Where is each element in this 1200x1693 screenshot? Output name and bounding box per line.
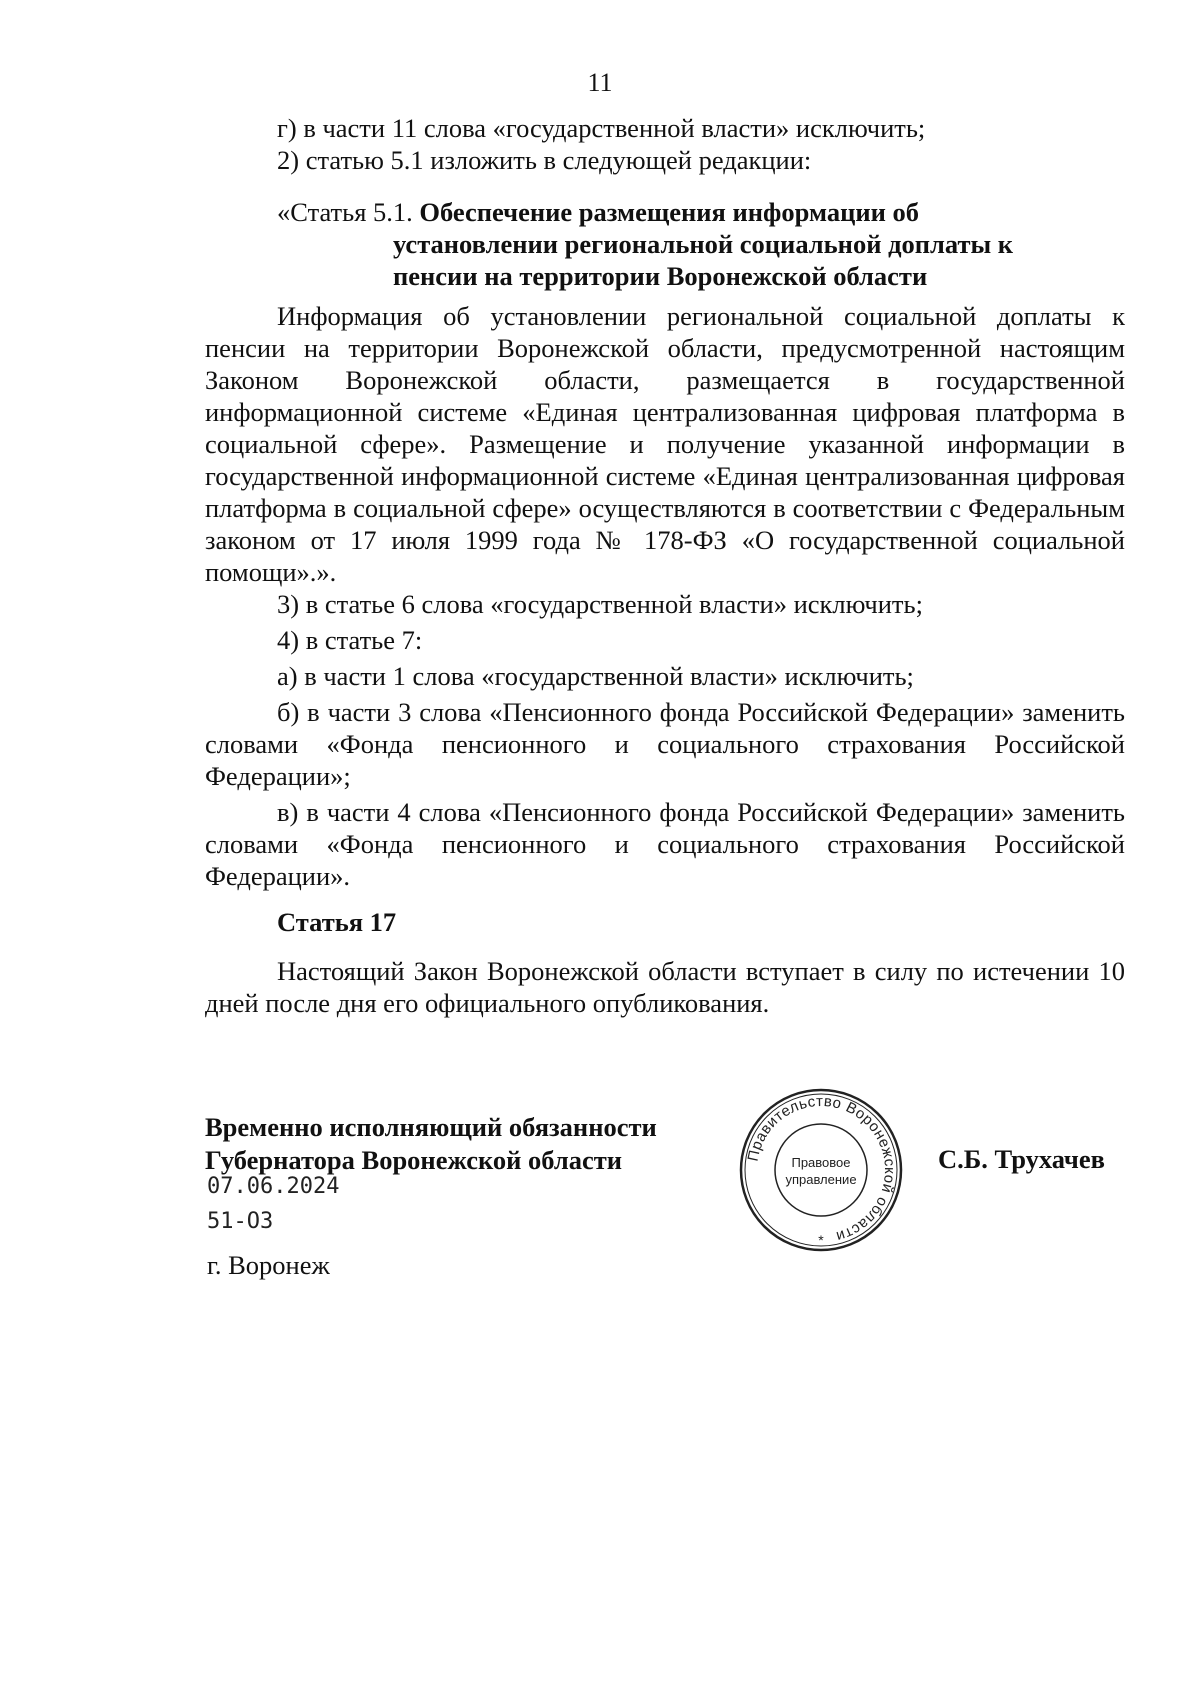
law-number: 51-ОЗ <box>207 1209 274 1234</box>
signatory-position-line2: Губернатора Воронежской области <box>205 1145 623 1175</box>
signatory-position-line1: Временно исполняющий обязанности <box>205 1112 657 1142</box>
amendment-4a: а) в части 1 слова «государственной власти» исключить; <box>277 661 914 691</box>
article-17-heading: Статья 17 <box>277 907 397 937</box>
article-5-1-title-line1: Обеспечение размещения информации об <box>419 197 920 227</box>
amendment-4v: в) в части 4 слова «Пенсионного фонда Российской Федерации» заменить словами «Фонда пенсионного и социального страхования Российской Федерации». <box>205 797 1125 891</box>
amendment-3: 3) в статье 6 слова «государственной власти» исключить; <box>277 589 923 619</box>
article-5-1-heading <box>277 196 1013 292</box>
amendments-block <box>205 588 1125 892</box>
article-5-1-prefix: «Статья 5.1. <box>277 197 420 227</box>
amendment-4b: б) в части 3 слова «Пенсионного фонда Российской Федерации» заменить словами «Фонда пенсионного и социального страхования Российской Федерации»; <box>205 697 1125 791</box>
amendment-line-g: г) в части 11 слова «государственной власти» исключить; <box>277 113 926 143</box>
seal-inner-line2: управление <box>785 1172 857 1187</box>
article-5-1-title-line2: установлении региональной социальной доплаты к <box>393 229 1014 259</box>
article-5-1-body: Информация об установлении региональной социальной доплаты к пенсии на территории Воронежской области, предусмотренной настоящим Законом Воронежской области, размещается в государственной информационной системе «Единая централизованная цифровая платформа в социальной сфере». Размещение и получение указанной информации в государственной информационной системе «Единая централизованная цифровая платформа в социальной сфере» осуществляются в соответствии с Федеральным законом от 17 июля 1999 года № 178-ФЗ «О государственной социальной помощи».». <box>205 301 1125 587</box>
article-5-1-title-line3: пенсии на территории Воронежской области <box>393 261 928 291</box>
article-17-text: Настоящий Закон Воронежской области вступает в силу по истечении 10 дней после дня его официального опубликования. <box>205 956 1125 1018</box>
article-5-1-body-block <box>205 300 1125 588</box>
article-17-block <box>205 955 1125 1019</box>
law-city: г. Воронеж <box>207 1250 330 1280</box>
signatory-name: С.Б. Трухачев <box>938 1144 1105 1174</box>
intro-block <box>205 112 1125 176</box>
law-date: 07.06.2024 <box>207 1174 340 1199</box>
amendment-4: 4) в статье 7: <box>277 625 423 655</box>
seal-star: * <box>818 1232 824 1248</box>
amendment-line-2: 2) статью 5.1 изложить в следующей редакции: <box>277 145 812 175</box>
seal-inner-line1: Правовое <box>791 1155 851 1170</box>
signatory-position <box>205 1111 657 1177</box>
seal-outer-text: Правительство Воронежской области <box>744 1092 899 1246</box>
page-number: 11 <box>587 68 613 97</box>
official-seal-icon <box>736 1085 906 1255</box>
